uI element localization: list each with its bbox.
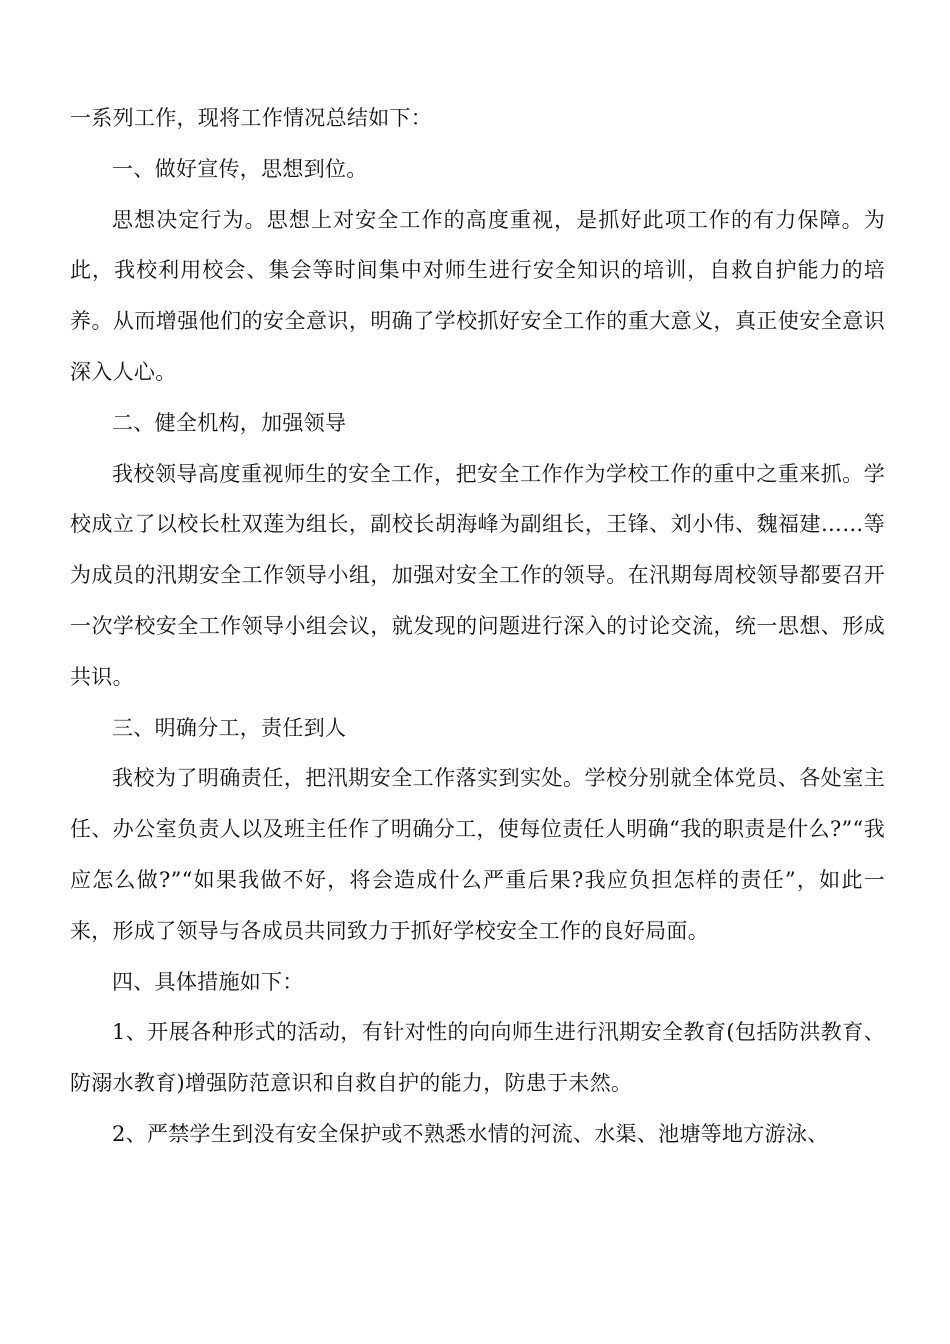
- heading-responsibility: 三、明确分工，责任到人: [112, 715, 347, 740]
- measure-item-2: 2、严禁学生到没有安全保护或不熟悉水情的河流、水渠、池塘等地方游泳、: [112, 1121, 829, 1146]
- heading-organization: 二、健全机构，加强领导: [112, 410, 347, 435]
- paragraph-responsibility: 我校为了明确责任，把汛期安全工作落实到实处。学校分别就全体党员、各处室主任、办公室负责人以及班主任作了明确分工，使每位责任人明确“我的职责是什么?”“我应怎么做?”“如果我做不好，将会造成什么严重后果?我应负担怎样的责任”，如此一来，形成了领导与各成员共同致力于抓好学校安全工作的良好局面。: [70, 766, 885, 943]
- document-body: [70, 93, 885, 1160]
- heading-measures: 四、具体措施如下：: [112, 969, 304, 994]
- paragraph-publicity: 思想决定行为。思想上对安全工作的高度重视，是抓好此项工作的有力保障。为此，我校利用校会、集会等时间集中对师生进行安全知识的培训，自救自护能力的培养。从而增强他们的安全意识，明确了学校抓好安全工作的重大意义，真正使安全意识深入人心。: [70, 207, 885, 384]
- heading-publicity: 一、做好宣传，思想到位。: [112, 156, 368, 181]
- paragraph-organization: 我校领导高度重视师生的安全工作，把安全工作作为学校工作的重中之重来抓。学校成立了以校长杜双莲为组长，副校长胡海峰为副组长，王锋、刘小伟、魏福建……等为成员的汛期安全工作领导小组，加强对安全工作的领导。在汛期每周校领导都要召开一次学校安全工作领导小组会议，就发现的问题进行深入的讨论交流，统一思想、形成共识。: [70, 461, 885, 689]
- paragraph-continuation: 一系列工作，现将工作情况总结如下：: [70, 106, 433, 130]
- measure-item-1: 1、开展各种形式的活动，有针对性的向向师生进行汛期安全教育(包括防洪教育、防溺水教育)增强防范意识和自救自护的能力，防患于未然。: [70, 1020, 885, 1096]
